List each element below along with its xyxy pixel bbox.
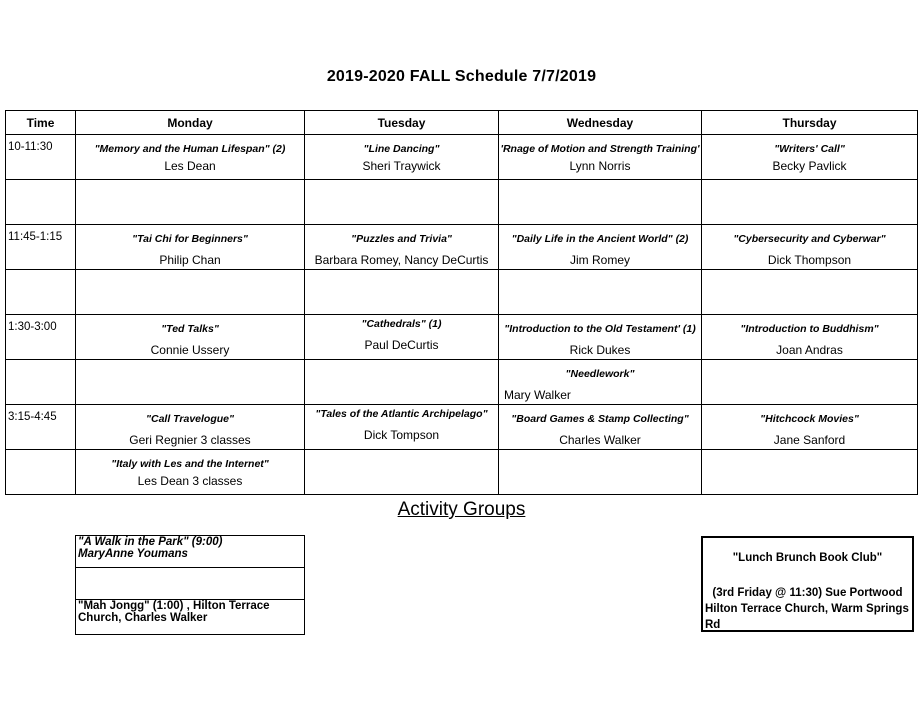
class-title: "Cybersecurity and Cyberwar" xyxy=(733,233,886,245)
empty-cell xyxy=(305,180,499,225)
header-thursday: Thursday xyxy=(702,111,918,135)
instructor: Jim Romey xyxy=(569,253,630,267)
class-title: "Italy with Les and the Internet" xyxy=(111,458,269,470)
time-cell xyxy=(6,450,76,495)
empty-cell xyxy=(76,180,305,225)
class-cell xyxy=(76,135,305,180)
mahjong-group-location: Church, Charles Walker xyxy=(78,612,208,624)
class-title: "Memory and the Human Lifespan" (2) xyxy=(94,143,286,155)
book-club-when: (3rd Friday @ 11:30) Sue Portwood xyxy=(712,587,903,599)
book-club-where-cont: Rd xyxy=(705,619,721,631)
table-row xyxy=(6,450,918,495)
instructor: Paul DeCurtis xyxy=(364,338,439,352)
instructor: Becky Pavlick xyxy=(772,159,847,173)
instructor: Les Dean 3 classes xyxy=(137,474,243,488)
class-cell xyxy=(499,225,702,270)
class-cell xyxy=(305,405,499,450)
class-cell xyxy=(702,225,918,270)
instructor: Rick Dukes xyxy=(569,343,631,357)
instructor: Sheri Traywick xyxy=(362,159,441,173)
instructor: Jane Sanford xyxy=(773,433,846,447)
class-cell xyxy=(702,135,918,180)
activity-groups-heading: Activity Groups xyxy=(397,499,526,520)
class-cell xyxy=(76,315,305,360)
empty-cell xyxy=(305,360,499,405)
class-title: "Writers' Call" xyxy=(774,143,845,155)
table-row xyxy=(6,405,918,450)
time-cell: 11:45-1:15 xyxy=(6,225,76,270)
class-cell xyxy=(76,225,305,270)
table-row xyxy=(6,315,918,360)
instructor: Les Dean xyxy=(164,159,216,173)
header-monday: Monday xyxy=(76,111,305,135)
class-cell xyxy=(305,135,499,180)
activity-groups-table xyxy=(75,535,305,635)
class-cell xyxy=(702,405,918,450)
book-club-title: "Lunch Brunch Book Club" xyxy=(732,552,883,564)
class-cell xyxy=(499,405,702,450)
instructor: Lynn Norris xyxy=(569,159,631,173)
header-row xyxy=(6,111,918,135)
class-cell xyxy=(76,405,305,450)
empty-cell xyxy=(76,270,305,315)
instructor: Barbara Romey, Nancy DeCurtis xyxy=(314,253,489,267)
class-cell xyxy=(499,135,702,180)
class-cell xyxy=(499,360,702,405)
page-title: 2019-2020 FALL Schedule 7/7/2019 xyxy=(326,68,597,85)
time-cell: 3:15-4:45 xyxy=(6,405,76,450)
book-club-details xyxy=(705,585,910,633)
empty-cell xyxy=(702,270,918,315)
class-title: "Call Travelogue" xyxy=(146,413,234,425)
class-title: "Hitchcock Movies" xyxy=(760,413,859,425)
class-cell xyxy=(499,315,702,360)
table-row xyxy=(6,180,918,225)
table-row xyxy=(6,135,918,180)
empty-cell xyxy=(305,270,499,315)
header-time: Time xyxy=(6,111,76,135)
class-title: "Needlework" xyxy=(565,368,635,380)
empty-cell xyxy=(702,180,918,225)
walk-group-leader: MaryAnne Youmans xyxy=(78,548,188,560)
table-row xyxy=(6,360,918,405)
instructor: Dick Tompson xyxy=(363,428,440,442)
empty-cell xyxy=(702,360,918,405)
time-cell: 10-11:30 xyxy=(6,135,76,180)
class-title: "Tales of the Atlantic Archipelago" xyxy=(315,408,488,420)
instructor: Philip Chan xyxy=(159,253,221,267)
mahjong-group-title: "Mah Jongg" (1:00) , Hilton Terrace xyxy=(78,600,270,612)
lunch-book-club-box xyxy=(701,536,914,632)
walk-group-cell xyxy=(76,536,305,568)
walk-group-title: "A Walk in the Park" (9:00) xyxy=(78,536,223,548)
class-title: "Introduction to the Old Testament' (1) xyxy=(504,323,696,335)
header-wednesday: Wednesday xyxy=(499,111,702,135)
class-cell xyxy=(305,315,499,360)
instructor: Mary Walker xyxy=(504,388,571,402)
class-title: 'Rnage of Motion and Strength Training' xyxy=(500,143,700,155)
empty-cell xyxy=(305,450,499,495)
class-title: "Puzzles and Trivia" xyxy=(351,233,452,245)
time-cell xyxy=(6,270,76,315)
time-cell xyxy=(6,360,76,405)
header-tuesday: Tuesday xyxy=(305,111,499,135)
class-title: "Line Dancing" xyxy=(363,143,440,155)
mahjong-group-cell xyxy=(76,600,305,635)
class-title: "Daily Life in the Ancient World" (2) xyxy=(511,233,689,245)
empty-cell xyxy=(702,450,918,495)
class-cell xyxy=(702,315,918,360)
time-cell xyxy=(6,180,76,225)
class-title: "Cathedrals" (1) xyxy=(361,318,442,330)
empty-cell xyxy=(499,270,702,315)
empty-cell xyxy=(76,360,305,405)
class-title: "Board Games & Stamp Collecting" xyxy=(511,413,689,425)
empty-cell xyxy=(499,180,702,225)
instructor: Connie Ussery xyxy=(150,343,230,357)
book-club-where: Hilton Terrace Church, Warm Springs xyxy=(705,603,909,615)
empty-cell xyxy=(499,450,702,495)
instructor: Dick Thompson xyxy=(767,253,852,267)
table-row xyxy=(6,225,918,270)
class-title: "Ted Talks" xyxy=(161,323,219,335)
table-row xyxy=(6,270,918,315)
instructor: Charles Walker xyxy=(559,433,641,447)
class-cell xyxy=(76,450,305,495)
schedule-table xyxy=(5,110,918,495)
empty-cell xyxy=(76,568,305,600)
class-cell xyxy=(305,225,499,270)
time-cell: 1:30-3:00 xyxy=(6,315,76,360)
class-title: "Tai Chi for Beginners" xyxy=(132,233,248,245)
class-title: "Introduction to Buddhism" xyxy=(740,323,879,335)
instructor: Joan Andras xyxy=(776,343,843,357)
instructor: Geri Regnier 3 classes xyxy=(129,433,251,447)
